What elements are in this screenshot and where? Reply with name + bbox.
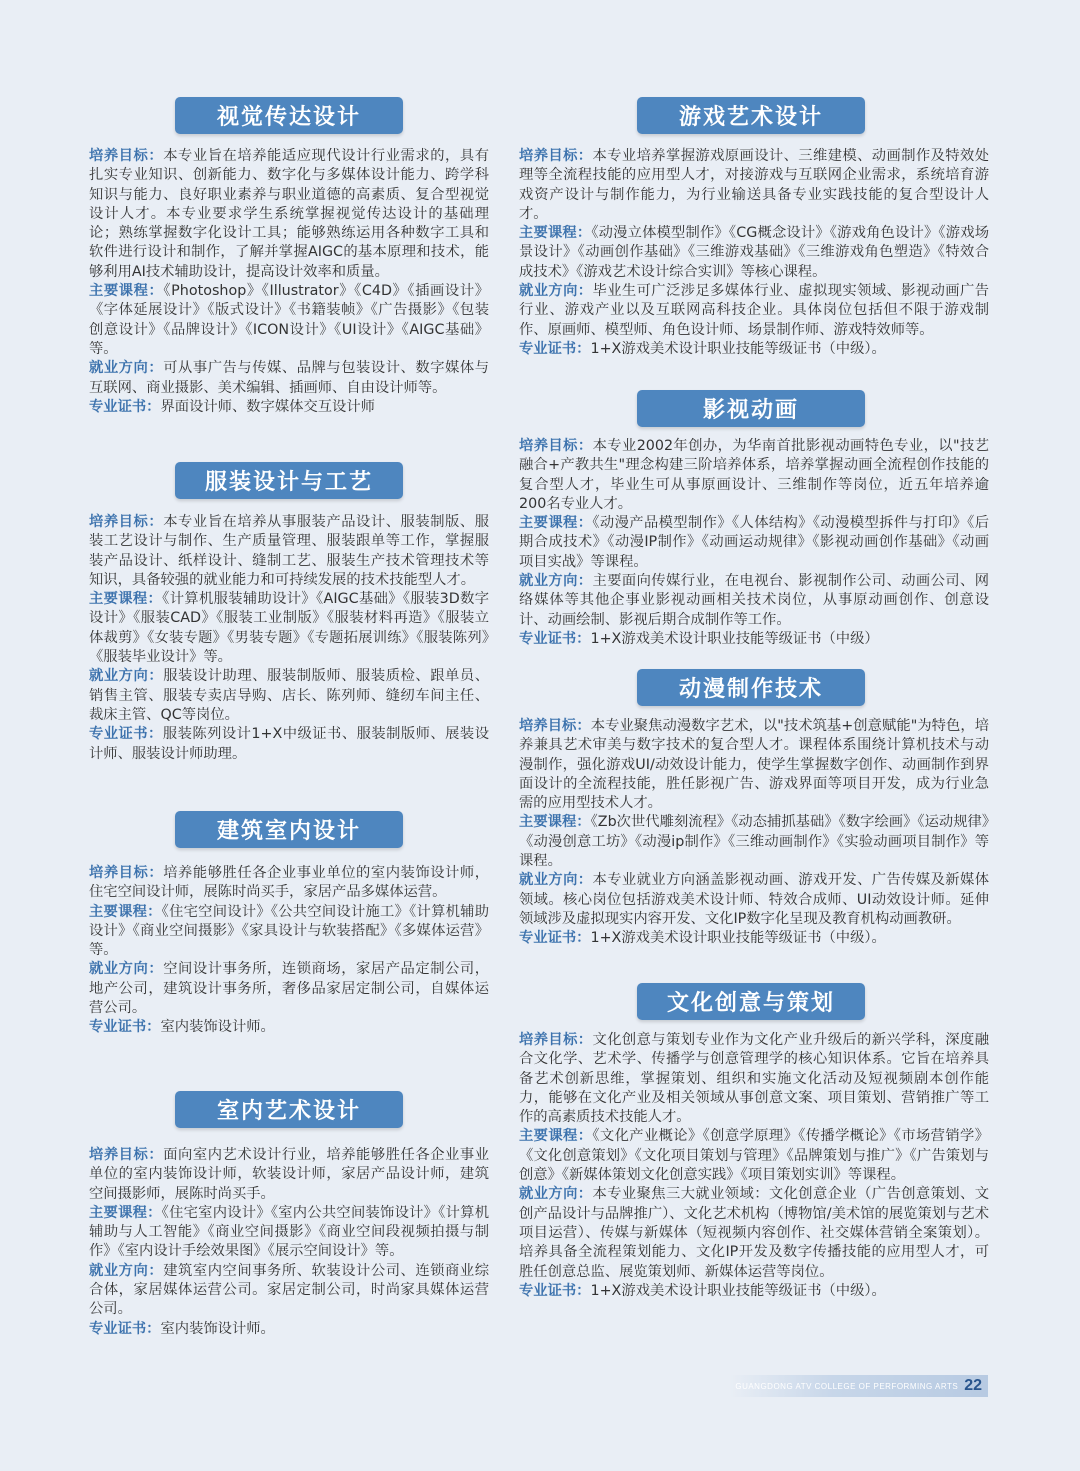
cert-text: 室内装饰设计师。: [160, 1320, 275, 1337]
cert-text: 1+X游戏美术设计职业技能等级证书（中级）。: [590, 930, 886, 947]
goal-text: 本专业2002年创办，为华南首批影视动画特色专业，以"技艺融合+产教共生"理念构建三阶培养体系，培养掌握动画全流程创作技能的复合型人才，毕业生可从事原画设计、三维制作等岗位，近五年培养逾200名专业人才。: [519, 438, 989, 512]
job-label: 就业方向：: [89, 1262, 164, 1279]
cert-label: 专业证书：: [519, 1282, 591, 1299]
section-title: 建筑室内设计: [175, 811, 403, 848]
course-text: 《Zb次世代雕刻流程》《动态捕抓基础》《数字绘画》《运动规律》《动漫创意工坊》《动漫ip制作》《三维动画制作》《实验动画项目制作》等课程。: [519, 814, 990, 870]
job-text: 空间设计事务所，连锁商场，家居产品定制公司，地产公司，建筑设计事务所，奢侈品家居定制公司，自媒体运营公司。: [89, 961, 490, 1017]
course-text: 《Photoshop》《Illustrator》《C4D》《插画设计》《字体延展设计》《版式设计》《书籍装帧》《广告摄影》《包装创意设计》《品牌设计》《ICON设计》《UI设计》《AIGC基础》等。: [89, 283, 490, 357]
course-text: 《住宅室内设计》《室内公共空间装饰设计》《计算机辅助与人工智能》《商业空间摄影》《商业空间段视频拍摄与制作》《室内设计手绘效果图》《展示空间设计》等。: [89, 1204, 489, 1260]
goal-paragraph: [89, 513, 489, 590]
job-paragraph: [519, 572, 989, 630]
goal-paragraph: [519, 147, 989, 224]
course-paragraph: [519, 224, 989, 282]
course-text: 《计算机服装辅助设计》《AIGC基础》《服装3D数字设计》《服装CAD》《服装工业制版》《服装材料再造》《服装立体裁剪》《女装专题》《男装专题》《专题拓展训练》《服装陈列》《服装毕业设计》等。: [89, 591, 490, 666]
course-paragraph: [89, 903, 489, 961]
course-paragraph: [89, 590, 489, 667]
job-label: 就业方向：: [519, 283, 593, 300]
course-label: 主要课程：: [519, 814, 591, 831]
college-name: GUANGDONG ATV COLLEGE OF PERFORMING ARTS: [735, 1381, 959, 1391]
cert-label: 专业证书：: [89, 1019, 161, 1036]
job-label: 就业方向：: [519, 872, 593, 889]
section-title: 影视动画: [637, 390, 865, 427]
job-paragraph: [89, 667, 489, 725]
goal-label: 培养目标：: [89, 148, 164, 164]
page-footer: [730, 1375, 988, 1397]
cert-label: 专业证书：: [89, 398, 161, 415]
goal-text: 本专业旨在培养能适应现代设计行业需求的，具有扎实专业知识、创新能力、数字化与多媒体设计能力、跨学科知识与能力、良好职业素养与职业道德的高素质、复合型视觉设计人才。本专业要求学生系统掌握视觉传达设计的基础理论；熟练掌握数字化设计工具；能够熟练运用各种数字工具和软件进行设计和制作，了解并掌握AIGC的基本原理和技术，能够利用AI技术辅助设计，提高设计效率和质量。: [89, 148, 490, 280]
section-title: 视觉传达设计: [175, 97, 403, 134]
section-title: 服装设计与工艺: [175, 462, 403, 499]
course-text: 《文化产业概论》《创意学原理》《传播学概论》《市场营销学》《文化创意策划》《文化项目策划与管理》《品牌策划与推广》《广告策划与创意》《新媒体策划文化创意实践》《项目策划实训》等课程。: [519, 1128, 990, 1184]
course-paragraph: [519, 813, 989, 871]
section-title: 动漫制作技术: [637, 669, 865, 706]
cert-paragraph: [89, 398, 489, 417]
cert-text: 1+X游戏美术设计职业技能等级证书（中级）: [590, 630, 879, 647]
job-paragraph: [519, 282, 989, 340]
cert-paragraph: [519, 1282, 989, 1301]
section-body: [519, 717, 989, 949]
section-title: 游戏艺术设计: [637, 97, 865, 134]
course-label: 主要课程：: [89, 283, 164, 300]
goal-text: 培养能够胜任各企业事业单位的室内装饰设计师，住宅空间设计师，展陈时尚买手，家居产品多媒体运营。: [89, 865, 490, 901]
job-text: 建筑室内空间事务所、软装设计公司、连锁商业综合体，家居媒体运营公司。家居定制公司，时尚家具媒体运营公司。: [89, 1262, 490, 1318]
course-label: 主要课程：: [89, 591, 163, 608]
job-text: 主要面向传媒行业，在电视台、影视制作公司、动画公司、网络媒体等其他企事业影视动画相关技术岗位，从事原动画创作、创意设计、动画绘制、影视后期合成制作等工作。: [519, 573, 989, 628]
course-text: 《动漫产品模型制作》《人体结构》《动漫模型拆件与打印》《后期合成技术》《动漫IP制作》《动画运动规律》《影视动画创作基础》《动画项目实战》等课程。: [519, 515, 990, 570]
job-text: 本专业聚焦三大就业领域：文化创意企业（广告创意策划、文创产品设计与品牌推广）、文化艺术机构（博物馆/美术馆的展览策划与艺术项目运营）、传媒与新媒体（短视频内容创作、社交媒体营销全案策划）。培养具备全流程策划能力、文化IP开发及数字传播技能的应用型人才，可胜任创意总监、展览策划师、新媒体运营等岗位。: [519, 1186, 989, 1280]
cert-text: 界面设计师、数字媒体交互设计师: [160, 398, 375, 415]
goal-paragraph: [89, 1146, 489, 1204]
cert-text: 服装陈列设计1+X中级证书、服装制版师、展装设计师、服装设计师助理。: [89, 726, 489, 762]
goal-text: 文化创意与策划专业作为文化产业升级后的新兴学科，深度融合文化学、艺术学、传播学与创意管理学的核心知识体系。它旨在培养具备艺术创新思维，掌握策划、组织和实施文化活动及短视频剧本创作能力，能够在文化产业及相关领域从事创意文案、项目策划、营销推广等工作的高素质技术技能人才。: [519, 1032, 989, 1126]
job-label: 就业方向：: [89, 961, 164, 978]
goal-paragraph: [519, 717, 989, 813]
job-label: 就业方向：: [89, 360, 164, 377]
cert-paragraph: [89, 1320, 489, 1339]
section-body: [519, 437, 989, 649]
goal-label: 培养目标：: [519, 718, 591, 734]
job-text: 服装设计助理、服装制版师、服装质检、跟单员、销售主管、服装专卖店导购、店长、陈列师、缝纫车间主任、裁床主管、QC等岗位。: [89, 668, 490, 723]
job-paragraph: [519, 871, 989, 929]
goal-label: 培养目标：: [89, 514, 164, 530]
job-text: 本专业就业方向涵盖影视动画、游戏开发、广告传媒及新媒体领域。核心岗位包括游戏美术设计师、特效合成师、UI动效设计师。延伸领域涉及虚拟现实内容开发、文化IP数字化呈现及教育机构动画教研。: [519, 872, 989, 927]
section-body: [519, 147, 989, 359]
goal-label: 培养目标：: [519, 438, 593, 454]
course-paragraph: [89, 1204, 489, 1262]
goal-label: 培养目标：: [89, 865, 164, 881]
job-paragraph: [89, 960, 489, 1018]
section-body: [89, 1146, 489, 1339]
cert-label: 专业证书：: [519, 630, 591, 647]
cert-label: 专业证书：: [89, 1320, 161, 1337]
job-text: 可从事广告与传媒、品牌与包装设计、数字媒体与互联网、商业摄影、美术编辑、插画师、自由设计师等。: [89, 360, 490, 396]
job-label: 就业方向：: [519, 1186, 593, 1203]
cert-paragraph: [89, 1018, 489, 1037]
job-paragraph: [89, 359, 489, 398]
goal-text: 本专业聚焦动漫数字艺术，以"技术筑基+创意赋能"为特色，培养兼具艺术审美与数字技术的复合型人才。课程体系围绕计算机技术与动漫制作，强化游戏UI/动效设计能力，使学生掌握数字创作、动画制作到界面设计的全流程技能，胜任影视广告、游戏界面等项目开发，成为行业急需的应用型技术人才。: [519, 718, 990, 812]
section-body: [89, 513, 489, 764]
course-paragraph: [89, 282, 489, 359]
job-label: 就业方向：: [89, 668, 164, 685]
course-label: 主要课程：: [519, 1128, 593, 1145]
section-title: 室内艺术设计: [175, 1091, 403, 1128]
cert-paragraph: [519, 630, 989, 649]
course-text: 《住宅空间设计》《公共空间设计施工》《计算机辅助设计》《商业空间摄影》《家具设计与软装搭配》《多媒体运营》等。: [89, 903, 489, 959]
goal-paragraph: [519, 1031, 989, 1127]
goal-paragraph: [89, 864, 489, 903]
page-number: 22: [964, 1377, 982, 1394]
course-paragraph: [519, 514, 989, 572]
course-text: 《动漫立体模型制作》《CG概念设计》《游戏角色设计》《游戏场景设计》《动画创作基础》《三维游戏基础》《三维游戏角色塑造》《特效合成技术》《游戏艺术设计综合实训》等核心课程。: [519, 225, 989, 280]
course-label: 主要课程：: [89, 903, 162, 920]
goal-paragraph: [519, 437, 989, 514]
goal-text: 本专业旨在培养从事服装产品设计、服装制版、服装工艺设计与制作、生产质量管理、服装跟单等工作，掌握服装产品设计、纸样设计、缝制工艺、服装生产技术管理技术等知识，具备较强的就业能力和可持续发展的技术技能型人才。: [89, 514, 490, 588]
course-label: 主要课程：: [519, 515, 593, 532]
cert-paragraph: [519, 340, 989, 359]
cert-label: 专业证书：: [519, 930, 591, 947]
cert-text: 1+X游戏美术设计职业技能等级证书（中级）。: [590, 1282, 886, 1299]
course-label: 主要课程：: [519, 225, 592, 242]
goal-label: 培养目标：: [519, 1032, 593, 1048]
goal-text: 本专业培养掌握游戏原画设计、三维建模、动画制作及特效处理等全流程技能的应用型人才，对接游戏与互联网企业需求，系统培育游戏资产设计与制作能力，为行业输送具备专业实践技能的复合型设计人才。: [519, 148, 989, 222]
cert-paragraph: [89, 725, 489, 764]
job-paragraph: [519, 1185, 989, 1281]
section-body: [89, 864, 489, 1038]
cert-label: 专业证书：: [89, 726, 163, 743]
job-paragraph: [89, 1262, 489, 1320]
section-body: [519, 1031, 989, 1301]
cert-text: 室内装饰设计师。: [160, 1019, 275, 1036]
goal-label: 培养目标：: [519, 148, 593, 164]
goal-label: 培养目标：: [89, 1147, 164, 1163]
goal-text: 面向室内艺术设计行业，培养能够胜任各企业事业单位的室内装饰设计师，软装设计师，家居产品设计师，建筑空间摄影师，展陈时尚买手。: [89, 1147, 490, 1202]
section-body: [89, 147, 489, 417]
cert-text: 1+X游戏美术设计职业技能等级证书（中级）。: [590, 340, 886, 357]
job-label: 就业方向：: [519, 573, 593, 590]
course-label: 主要课程：: [89, 1204, 162, 1221]
cert-label: 专业证书：: [519, 340, 591, 357]
goal-paragraph: [89, 147, 489, 282]
job-text: 毕业生可广泛涉足多媒体行业、虚拟现实领域、影视动画广告行业、游戏产业以及互联网高科技企业。具体岗位包括但不限于游戏制作、原画师、模型师、角色设计师、场景制作师、游戏特效师等。: [519, 283, 989, 338]
cert-paragraph: [519, 929, 989, 948]
section-title: 文化创意与策划: [637, 983, 865, 1020]
course-paragraph: [519, 1127, 989, 1185]
